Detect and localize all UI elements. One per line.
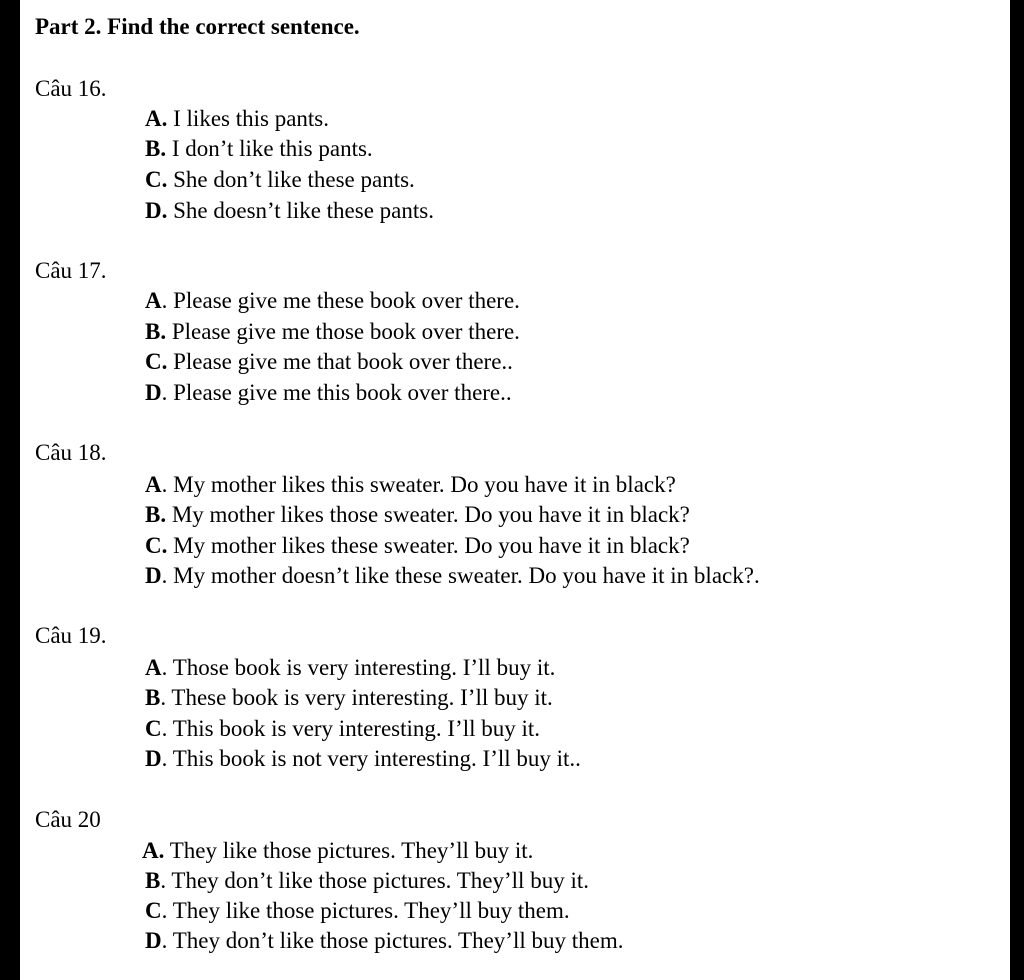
- option-a: [145, 653, 555, 683]
- option-letter: D.: [145, 198, 168, 223]
- option-letter: C.: [145, 533, 168, 558]
- option-text: . This book is very interesting. I’ll buy it.: [161, 716, 541, 741]
- option-letter: C.: [145, 349, 168, 374]
- option-text: . Please give me this book over there..: [161, 380, 512, 405]
- option-letter: A.: [142, 838, 165, 863]
- option-text: . These book is very interesting. I’ll buy it.: [160, 685, 553, 710]
- option-text: . They don’t like those pictures. They’ll buy it.: [160, 868, 589, 893]
- option-b: [145, 683, 553, 713]
- option-text: My mother likes those sweater. Do you have it in black?: [166, 502, 690, 527]
- option-letter: B.: [145, 136, 167, 161]
- option-d: [145, 744, 581, 774]
- option-letter: A.: [145, 106, 168, 131]
- option-letter: D: [145, 928, 162, 953]
- option-text: . They don’t like those pictures. They’ll buy them.: [161, 928, 624, 953]
- option-c: [145, 531, 690, 561]
- option-letter: B: [145, 868, 161, 893]
- option-c: [145, 347, 513, 377]
- option-letter: D: [145, 563, 162, 588]
- option-letter: A: [145, 655, 162, 680]
- option-b: [145, 866, 589, 896]
- option-letter: C: [145, 898, 162, 923]
- option-letter: C: [145, 716, 162, 741]
- option-c: [145, 714, 540, 744]
- option-c: [145, 165, 415, 195]
- question-label: Câu 16.: [35, 76, 107, 101]
- option-letter: B: [145, 685, 161, 710]
- option-text: My mother likes these sweater. Do you have it in black?: [167, 533, 690, 558]
- option-text: I don’t like this pants.: [166, 136, 373, 161]
- option-letter: A: [145, 472, 162, 497]
- option-d: [145, 378, 512, 408]
- option-letter: C.: [145, 167, 168, 192]
- option-b: [145, 317, 520, 347]
- option-text: . This book is not very interesting. I’ll buy it..: [161, 746, 581, 771]
- option-d: [145, 926, 623, 956]
- option-letter: A: [145, 288, 162, 313]
- option-text: . They like those pictures. They’ll buy them.: [161, 898, 570, 923]
- option-text: She doesn’t like these pants.: [167, 198, 434, 223]
- option-text: I likes this pants.: [167, 106, 330, 131]
- option-c: [145, 896, 570, 926]
- option-b: [145, 134, 373, 164]
- option-text: Please give me those book over there.: [166, 319, 520, 344]
- option-letter: D: [145, 380, 162, 405]
- question-label: Câu 20: [35, 807, 101, 832]
- worksheet-page: [20, 0, 1010, 980]
- option-text: . Those book is very interesting. I’ll buy it.: [161, 655, 556, 680]
- part-title: Part 2. Find the correct sentence.: [35, 14, 360, 39]
- option-a: [145, 286, 520, 316]
- option-letter: B.: [145, 502, 167, 527]
- question-label: Câu 18.: [35, 440, 107, 465]
- question-label: Câu 19.: [35, 623, 107, 648]
- option-text: They like those pictures. They’ll buy it.: [164, 838, 534, 863]
- option-a: [142, 836, 533, 866]
- option-text: . My mother likes this sweater. Do you have it in black?: [161, 472, 676, 497]
- option-a: [145, 470, 676, 500]
- option-a: [145, 104, 329, 134]
- option-text: Please give me that book over there..: [167, 349, 513, 374]
- option-text: She don’t like these pants.: [167, 167, 415, 192]
- option-text: . Please give me these book over there.: [161, 288, 520, 313]
- option-text: . My mother doesn’t like these sweater. Do you have it in black?.: [161, 563, 760, 588]
- question-label: Câu 17.: [35, 258, 107, 283]
- option-letter: D: [145, 746, 162, 771]
- option-d: [145, 196, 434, 226]
- option-letter: B.: [145, 319, 167, 344]
- option-d: [145, 561, 760, 591]
- option-b: [145, 500, 690, 530]
